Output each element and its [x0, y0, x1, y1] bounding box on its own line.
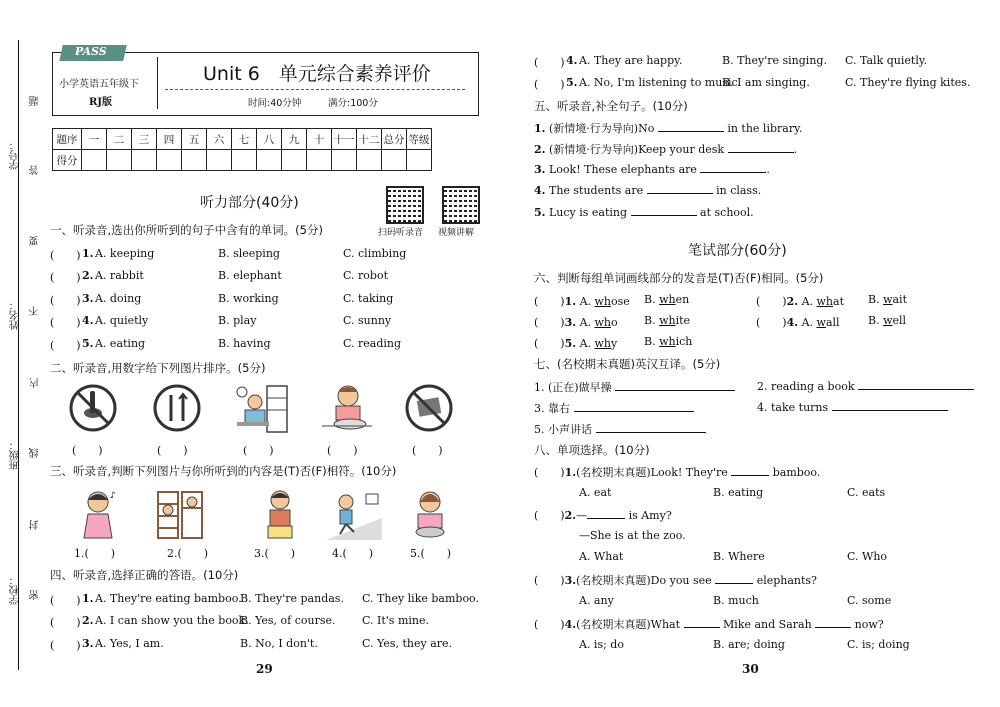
word-a-prefix: A. [579, 316, 595, 329]
word-b-prefix: B. [868, 293, 884, 306]
option-a[interactable]: A. They're eating bamboo. [95, 592, 242, 605]
score-cell[interactable] [232, 150, 257, 171]
question-number: 3. [534, 163, 546, 176]
answer-paren[interactable]: ( ) [50, 594, 81, 607]
grade-label: 小学英语五年级下 [59, 79, 139, 90]
question-number: 2. [82, 614, 94, 627]
option-c[interactable]: C. is; doing [847, 638, 910, 651]
fill-item [534, 120, 802, 136]
girl-phone-picture [410, 488, 450, 540]
question-number: 1. [564, 466, 577, 479]
question-number: 5. [566, 76, 578, 89]
section-1-title: 一、听录音,选出你所听到的句子中含有的单词。(5分) [50, 223, 323, 237]
boy-reading-picture [233, 382, 291, 434]
section-5-title: 五、听录音,补全句子。(10分) [534, 99, 688, 113]
question-number: 2. [534, 143, 546, 156]
answer-paren[interactable]: ( ) [534, 295, 565, 308]
fill-prompt: The students are [548, 184, 644, 197]
option-c[interactable]: C. climbing [343, 247, 407, 260]
score-header: 九 [282, 129, 307, 150]
girl-singing-picture [74, 488, 122, 540]
option-c[interactable]: C. some [847, 594, 892, 607]
translate-item [757, 379, 974, 393]
word-b-underline: wh [659, 314, 676, 327]
option-b[interactable]: B. sleeping [218, 247, 280, 260]
full-score: 满分:100分 [328, 98, 378, 109]
word-a-underline: w [816, 316, 826, 329]
listening-heading: 听力部分(40分) [200, 195, 299, 211]
score-cell[interactable] [307, 150, 332, 171]
section-3-title: 三、听录音,判断下列图片与你所听到的内容是(T)否(F)相符。(10分) [50, 464, 397, 478]
option-a[interactable]: A. I can show you the book. [95, 614, 249, 627]
question-number: 1. [534, 122, 546, 135]
option-a[interactable]: A. quietly [95, 314, 149, 327]
answer-blank[interactable] [615, 380, 735, 391]
option-b[interactable]: B. Yes, of course. [240, 614, 336, 627]
question-stem-end: bamboo. [772, 466, 821, 479]
word-a-underline: wh [594, 295, 612, 308]
option-b[interactable]: B. They're pandas. [240, 592, 344, 605]
score-row-label: 得分 [53, 150, 82, 171]
answer-blank[interactable] [587, 508, 625, 519]
option-b[interactable]: B. working [218, 292, 279, 305]
question-number: 3. [82, 637, 94, 650]
score-cell[interactable] [382, 150, 407, 171]
answer-paren[interactable]: ( ) [756, 295, 787, 308]
option-a[interactable]: A. any [579, 594, 614, 607]
binding-char: 内 [30, 378, 41, 388]
option-b[interactable]: B. They're singing. [722, 54, 827, 67]
tf-paren[interactable]: 5.( ) [410, 547, 452, 560]
qr-video-label: 视频讲解 [438, 228, 475, 238]
binding-char: 密 [30, 590, 41, 600]
option-c[interactable]: C. They're flying kites. [845, 76, 971, 89]
answer-blank[interactable] [574, 401, 694, 412]
option-b[interactable]: B. No, I don't. [240, 637, 318, 650]
mc-question [534, 464, 820, 480]
school-field[interactable]: 学校： [10, 575, 21, 605]
score-cell[interactable] [357, 150, 382, 171]
answer-blank[interactable] [596, 422, 706, 433]
score-header: 三 [132, 129, 157, 150]
answer-paren[interactable]: ( ) [50, 271, 81, 284]
phonics-item [756, 314, 840, 330]
answer-paren[interactable]: ( ) [756, 316, 787, 329]
question-number: 5. [564, 337, 577, 350]
question-number: 3. [82, 292, 94, 305]
option-b[interactable]: B. Where [713, 550, 765, 563]
score-header: 十二 [357, 129, 382, 150]
class-field[interactable]: 班级： [10, 440, 21, 470]
option-b[interactable]: B. play [218, 314, 257, 327]
score-header: 题序 [53, 129, 82, 150]
translate-item [757, 400, 948, 414]
fill-item [534, 141, 797, 157]
question-number: 1. [82, 247, 94, 260]
option-a[interactable]: A. Yes, I am. [95, 637, 164, 650]
option-c[interactable]: C. Yes, they are. [362, 637, 453, 650]
question-stem: (名校期末真题)Do you see [576, 574, 712, 587]
question-number: 5. [534, 206, 546, 219]
answer-blank[interactable] [700, 162, 766, 173]
word-b-underline: w [883, 314, 893, 327]
translate-item [534, 379, 735, 395]
question-number: 4. [786, 316, 799, 329]
answer-blank[interactable] [832, 400, 948, 411]
section-6-title: 六、判断每组单词画线部分的发音是(T)否(F)相同。(5分) [534, 271, 824, 285]
word-a-rest: o [611, 316, 618, 329]
score-cell[interactable] [332, 150, 357, 171]
phonics-item [534, 335, 617, 351]
boy-skating-picture [326, 488, 382, 540]
option-c[interactable]: C. sunny [343, 314, 392, 327]
section-7-title: 七、(名校期末真题)英汉互译。(5分) [534, 357, 721, 371]
phonics-item [756, 293, 844, 309]
no-talking-sign-icon [68, 383, 118, 433]
word-b-rest: ich [675, 335, 693, 348]
page-number-left: 29 [256, 662, 273, 676]
option-a[interactable]: A. No, I'm listening to music. [579, 76, 742, 89]
score-header: 十 [307, 129, 332, 150]
score-header: 六 [207, 129, 232, 150]
word-b-underline: w [883, 293, 893, 306]
edition-label: RJ版 [89, 97, 113, 108]
word-a-rest: ose [611, 295, 630, 308]
answer-paren[interactable]: ( ) [534, 56, 565, 69]
score-cell[interactable] [132, 150, 157, 171]
answer-paren[interactable]: ( ) [50, 616, 81, 629]
word-b-prefix: B. [644, 314, 660, 327]
qr-code-video[interactable] [442, 186, 480, 224]
option-b[interactable]: B. I am singing. [722, 76, 810, 89]
fill-suffix: . [766, 163, 770, 176]
question-number: 4. [566, 54, 578, 67]
tf-paren[interactable]: 3.( ) [254, 547, 296, 560]
fill-suffix: . [793, 143, 798, 156]
binding-char: 不 [30, 306, 41, 316]
score-cell[interactable] [157, 150, 182, 171]
question-number: 3. [564, 574, 577, 587]
option-a[interactable]: A. doing [95, 292, 142, 305]
score-cell[interactable] [107, 150, 132, 171]
word-b-prefix: B. [644, 293, 660, 306]
children-climbing-picture [152, 488, 210, 540]
time-limit: 时间:40分钟 [248, 98, 302, 109]
question-number: 2. [82, 269, 94, 282]
word-b-prefix: B. [868, 314, 884, 327]
header-box [52, 45, 479, 116]
page-number-right: 30 [742, 662, 759, 676]
binding-char: 题 [30, 96, 41, 106]
question-number: 4. [534, 184, 546, 197]
score-cell[interactable] [82, 150, 107, 171]
translate-prompt: 4. take turns [757, 401, 829, 414]
word-b-underline: wh [659, 335, 676, 348]
option-c[interactable]: C. Who [847, 550, 888, 563]
word-b-rest: ait [892, 293, 907, 306]
girl-eating-picture [318, 382, 376, 434]
word-b-prefix: B. [644, 335, 660, 348]
mc-question [534, 616, 884, 632]
answer-paren[interactable]: ( ) [534, 618, 565, 631]
mc-question [534, 507, 672, 523]
phonics-word-b [644, 293, 689, 306]
phonics-item [534, 293, 630, 309]
section-8-title: 八、单项选择。(10分) [534, 443, 650, 457]
word-a-rest: at [833, 295, 844, 308]
score-header: 八 [257, 129, 282, 150]
tf-paren[interactable]: 1.( ) [74, 547, 116, 560]
question-stem-mid: Mike and Sarah [723, 618, 812, 631]
question-stem-end: elephants? [756, 574, 817, 587]
option-c[interactable]: C. eats [847, 486, 886, 499]
order-paren[interactable]: ( ) [72, 444, 103, 457]
option-a[interactable]: A. What [579, 550, 624, 563]
fill-prompt: Look! These elephants are [548, 163, 697, 176]
option-b[interactable]: B. elephant [218, 269, 282, 282]
answer-paren[interactable]: ( ) [50, 316, 81, 329]
word-a-prefix: A. [579, 337, 595, 350]
answer-paren[interactable]: ( ) [534, 337, 565, 350]
qr-code-audio[interactable] [386, 186, 424, 224]
keep-right-sign-icon [152, 383, 202, 433]
score-header: 七 [232, 129, 257, 150]
option-c[interactable]: C. reading [343, 337, 402, 350]
question-number: 4. [82, 314, 94, 327]
answer-paren[interactable]: ( ) [534, 574, 565, 587]
fill-suffix: at school. [700, 206, 754, 219]
score-header: 四 [157, 129, 182, 150]
answer-blank[interactable] [684, 617, 720, 628]
phonics-item [534, 314, 618, 330]
binding-char: 要 [30, 236, 41, 246]
phonics-word-b [644, 335, 692, 348]
phonics-word-b [868, 314, 906, 327]
fill-prompt: Lucy is eating [548, 206, 628, 219]
tf-paren[interactable]: 2.( ) [167, 547, 209, 560]
answer-blank[interactable] [815, 617, 851, 628]
word-b-rest: en [675, 293, 690, 306]
answer-blank[interactable] [631, 205, 697, 216]
order-paren[interactable]: ( ) [412, 444, 443, 457]
written-heading: 笔试部分(60分) [688, 243, 787, 259]
question-number: 5. [82, 337, 94, 350]
option-c[interactable]: C. It's mine. [362, 614, 429, 627]
word-a-rest: y [611, 337, 618, 350]
word-a-prefix: A. [801, 295, 817, 308]
girl-with-book-picture [260, 488, 300, 540]
word-a-underline: wh [816, 295, 834, 308]
score-header: 等级 [407, 129, 432, 150]
binding-char: 答 [30, 165, 41, 175]
option-c[interactable]: C. They like bamboo. [362, 592, 479, 605]
no-littering-sign-icon [404, 383, 454, 433]
translate-item [534, 400, 694, 416]
word-b-rest: ell [892, 314, 907, 327]
score-header: 二 [107, 129, 132, 150]
answer-paren[interactable]: ( ) [534, 509, 565, 522]
pass-badge-text: PASS [75, 45, 107, 58]
question-number: 4. [564, 618, 577, 631]
fill-prompt: (新情境·行为导向)Keep your desk [548, 143, 725, 156]
score-header: 五 [182, 129, 207, 150]
score-cell[interactable] [282, 150, 307, 171]
section-4-title: 四、听录音,选择正确的答语。(10分) [50, 568, 239, 582]
word-a-underline: wh [594, 337, 612, 350]
translate-prompt: 2. reading a book [757, 380, 855, 393]
word-a-prefix: A. [579, 295, 595, 308]
order-paren[interactable]: ( ) [327, 444, 358, 457]
option-a[interactable]: A. keeping [95, 247, 155, 260]
phonics-word-b [644, 314, 690, 327]
answer-paren[interactable]: ( ) [534, 78, 565, 91]
question-stem-end: now? [854, 618, 884, 631]
option-a[interactable]: A. They are happy. [579, 54, 683, 67]
option-c[interactable]: C. Talk quietly. [845, 54, 928, 67]
order-paren[interactable]: ( ) [157, 444, 188, 457]
mc-question [534, 572, 817, 588]
option-b[interactable]: B. much [713, 594, 759, 607]
question-number: 2. [786, 295, 799, 308]
option-a[interactable]: A. eating [95, 337, 146, 350]
translate-prompt: 1. (正在)做早操 [534, 381, 612, 394]
score-cell[interactable] [182, 150, 207, 171]
score-header: 总分 [382, 129, 407, 150]
word-b-underline: wh [659, 293, 676, 306]
score-header: 一 [82, 129, 107, 150]
tf-paren[interactable]: 4.( ) [332, 547, 374, 560]
answer-blank[interactable] [858, 379, 974, 390]
name-field[interactable]: 姓名： [10, 300, 21, 330]
answer-blank[interactable] [658, 121, 724, 132]
answer-blank[interactable] [728, 142, 794, 153]
svg-text:♪: ♪ [110, 491, 116, 501]
word-a-underline: wh [594, 316, 612, 329]
answer-blank[interactable] [731, 465, 769, 476]
fill-item [534, 183, 761, 197]
binding-char: 线 [30, 448, 41, 458]
question-number: 1. [564, 295, 577, 308]
answer-paren[interactable]: ( ) [50, 294, 81, 307]
answer-paren[interactable]: ( ) [534, 466, 565, 479]
option-a[interactable]: A. is; do [579, 638, 624, 651]
question-number: 1. [82, 592, 94, 605]
question-stem: (名校期末真题)Look! They're [576, 466, 728, 479]
word-b-rest: ite [675, 314, 691, 327]
question-stem-end: is Amy? [628, 509, 672, 522]
score-cell[interactable] [207, 150, 232, 171]
title-rule [165, 89, 465, 90]
word-a-rest: all [825, 316, 840, 329]
option-a[interactable]: A. rabbit [95, 269, 144, 282]
score-header: 十一 [332, 129, 357, 150]
section-2-title: 二、听录音,用数字给下列图片排序。(5分) [50, 361, 266, 375]
option-c[interactable]: C. robot [343, 269, 388, 282]
translate-prompt: 5. 小声讲话 [534, 423, 592, 436]
score-table [52, 128, 432, 171]
binding-char: 封 [30, 520, 41, 530]
question-number: 3. [564, 316, 577, 329]
score-cell[interactable] [407, 150, 432, 171]
fill-suffix: in the library. [727, 122, 803, 135]
fill-item [534, 162, 770, 176]
answer-blank[interactable] [715, 573, 753, 584]
answer-paren[interactable]: ( ) [50, 639, 81, 652]
score-cell[interactable] [257, 150, 282, 171]
answer-paren[interactable]: ( ) [534, 316, 565, 329]
question-number: 2. [564, 509, 577, 522]
answer-blank[interactable] [647, 183, 713, 194]
fill-item [534, 205, 754, 219]
page-title: Unit 6 单元综合素养评价 [203, 63, 431, 85]
dialogue-response: —She is at the zoo. [579, 529, 686, 542]
phonics-word-b [868, 293, 907, 306]
option-b[interactable]: B. are; doing [713, 638, 785, 651]
word-a-prefix: A. [801, 316, 817, 329]
qr-audio-label: 扫码听录音 [378, 228, 424, 238]
answer-paren[interactable]: ( ) [50, 249, 81, 262]
option-c[interactable]: C. taking [343, 292, 394, 305]
translate-prompt: 3. 靠右 [534, 402, 570, 415]
option-a[interactable]: A. eat [579, 486, 612, 499]
student-id-field[interactable]: 学号： [10, 140, 21, 170]
fill-prompt: (新情境·行为导向)No [548, 122, 655, 135]
answer-paren[interactable]: ( ) [50, 339, 81, 352]
question-stem: — [576, 509, 588, 522]
option-b[interactable]: B. eating [713, 486, 764, 499]
order-paren[interactable]: ( ) [243, 444, 274, 457]
question-stem: (名校期末真题)What [576, 618, 681, 631]
option-b[interactable]: B. having [218, 337, 271, 350]
translate-item [534, 421, 706, 437]
header-divider [157, 57, 158, 109]
fill-suffix: in class. [716, 184, 762, 197]
